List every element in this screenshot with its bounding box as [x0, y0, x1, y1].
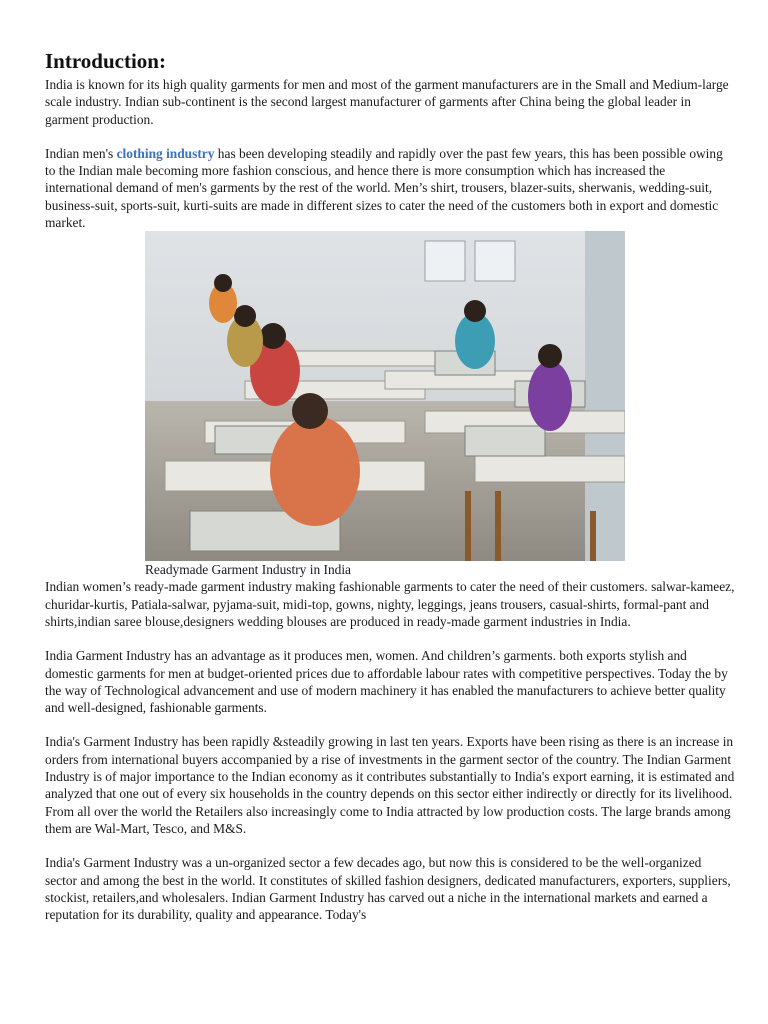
garment-factory-figure [145, 231, 625, 578]
paragraph-mens-clothing [45, 145, 735, 231]
paragraph-womens-garments: Indian women’s ready-made garment industry making fashionable garments to cater the need of their customers. salwar-kameez, churidar-kurtis, Patiala-salwar, pyjama-suit, midi-top, gowns, nighty, leggings, jeans trousers, casual-shirts, formal-pant and shirts,indian saree blouse,designers wedding blouses are produced in ready-made garment industries in India. [45, 579, 735, 629]
document-page [45, 48, 735, 923]
paragraph-advantage: India Garment Industry has an advantage as it produces men, women. And children’s garments. both exports stylish and domestic garments for men at budget-oriented prices due to affordable labour rates with competitive perspectives. Today the by the way of Technological advancement and use of modern machinery it has enabled the manufacturers to achieve better quality and well-designed, fashionable garments. [45, 648, 728, 716]
paragraph-text: Indian men's [45, 145, 117, 161]
paragraph-organized-sector: India's Garment Industry was a un-organized sector a few decades ago, but now this is considered to be the well-organized sector and among the best in the world. It constitutes of skilled fashion designers, dedicated manufacturers, exporters, suppliers, stockist, retailers,and wholesalers. Indian Garment Industry has carved out a niche in the international markets and earned a reputation for its durability, quality and appearance. Today's [45, 855, 731, 923]
page-title: Introduction: [45, 49, 166, 73]
figure-caption: Readymade Garment Industry in India [145, 562, 352, 578]
clothing-industry-link[interactable]: clothing industry [116, 145, 215, 161]
paragraph-text: has been developing steadily and rapidly over the past few years, this has been possible owing to the Indian male becoming more fashion conscious, and hence there is more consumption which has increased the international demand of men's garments by the rest of the world. Men’s shirt, trousers, blazer-suits, sherwanis, wedding-suit, business-suit, sports-suit, kurti-suits are made in different sizes to cater the need of the customers both in export and domestic market. [45, 145, 723, 231]
paragraph-growth: India's Garment Industry has been rapidly &steadily growing in last ten years. Exports have been rising as there is an increase in orders from international buyers accompanied by a rise of investments in the garment sector of the country. The Indian Garment Industry is of major importance to the Indian economy as it contributes substantially to India's export earning, it is estimated and analyzed that one out of every six households in the country depends on this sector either indirectly or directly for its livelihood. From all over the world the Retailers also increasingly come to India attracted by low production costs. The large brands among them are Wal-Mart, Tesco, and M&S. [45, 734, 735, 836]
paragraph-intro: India is known for its high quality garments for men and most of the garment manufacturers are in the Small and Medium-large scale industry. Indian sub-continent is the second largest manufacturer of garments after China being the global leader in garment production. [45, 77, 729, 127]
garment-factory-photo [145, 231, 625, 561]
